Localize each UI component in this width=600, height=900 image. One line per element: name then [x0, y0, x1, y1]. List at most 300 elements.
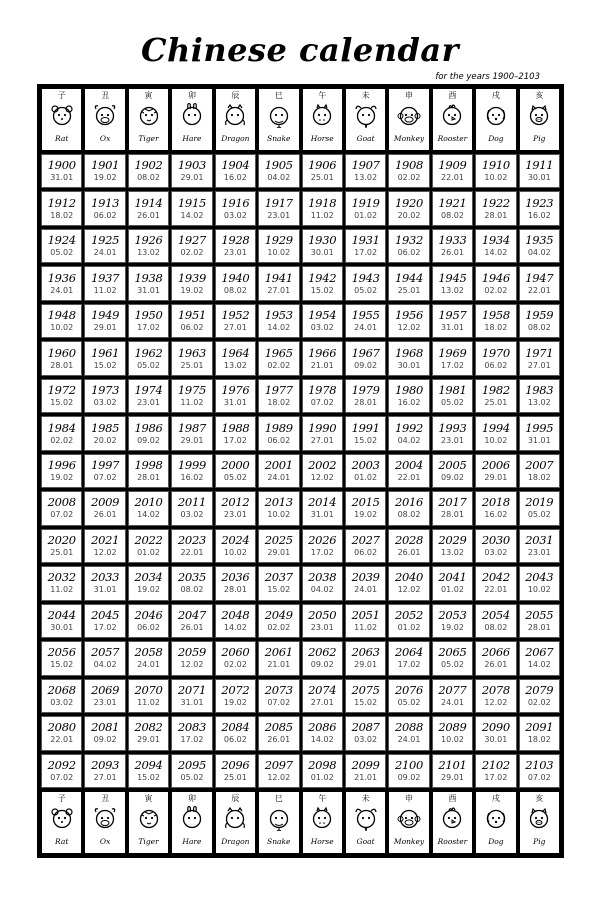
year-cell	[84, 304, 125, 338]
goat-icon	[353, 804, 379, 835]
year-cell	[432, 379, 473, 413]
year-number: 1906	[308, 158, 337, 173]
animal-character: 辰	[231, 794, 240, 803]
year-number: 2098	[308, 757, 337, 772]
animal-character: 巳	[274, 91, 283, 100]
new-year-date: 01.02	[310, 772, 334, 782]
year-number: 1994	[481, 420, 510, 435]
year-cell	[345, 604, 386, 638]
new-year-date: 09.02	[310, 660, 334, 670]
new-year-date: 17.02	[93, 622, 117, 632]
year-cell	[128, 716, 169, 750]
year-cell	[432, 416, 473, 450]
new-year-date: 14.02	[527, 660, 551, 670]
year-number: 1967	[351, 345, 380, 360]
new-year-date: 06.02	[267, 435, 291, 445]
new-year-date: 06.02	[180, 323, 204, 333]
year-number: 2015	[351, 495, 380, 510]
year-number: 2013	[264, 495, 293, 510]
year-cell	[432, 641, 473, 675]
animal-character: 卯	[187, 794, 196, 803]
animal-header-horse	[302, 88, 343, 151]
new-year-date: 26.01	[180, 622, 204, 632]
animal-header-dog	[475, 88, 516, 151]
year-number: 1941	[264, 270, 293, 285]
animal-name: Hare	[182, 837, 202, 846]
new-year-date: 31.01	[223, 398, 247, 408]
animal-character: 寅	[144, 91, 153, 100]
new-year-date: 12.02	[397, 323, 421, 333]
new-year-date: 08.02	[441, 210, 464, 220]
new-year-date: 31.01	[137, 285, 160, 295]
new-year-date: 10.02	[267, 510, 291, 520]
year-number: 1985	[91, 420, 120, 435]
year-number: 2038	[308, 570, 337, 585]
year-number: 2074	[308, 682, 337, 697]
year-cell	[171, 416, 212, 450]
new-year-date: 17.02	[397, 660, 421, 670]
year-cell	[41, 379, 82, 413]
year-cell	[345, 229, 386, 263]
new-year-date: 18.02	[267, 398, 291, 408]
new-year-date: 16.02	[180, 472, 204, 482]
animal-name: Tiger	[138, 837, 159, 846]
new-year-date: 10.02	[484, 173, 508, 183]
new-year-date: 16.02	[223, 173, 247, 183]
year-number: 2035	[177, 570, 206, 585]
year-number: 1978	[308, 383, 337, 398]
year-number: 2022	[134, 532, 163, 547]
tiger-icon	[136, 804, 162, 835]
new-year-date: 10.02	[527, 585, 551, 595]
animal-header-ox	[84, 88, 125, 151]
new-year-date: 19.02	[93, 173, 117, 183]
ox-icon	[92, 101, 118, 132]
animal-name: Hare	[182, 134, 202, 143]
animal-name: Goat	[356, 837, 375, 846]
animal-header-pig	[519, 88, 560, 151]
animal-name: Dragon	[221, 134, 250, 143]
year-cell	[128, 604, 169, 638]
year-cell	[432, 266, 473, 300]
animal-header-rat	[41, 88, 82, 151]
new-year-date: 22.01	[527, 285, 551, 295]
year-cell	[519, 454, 560, 488]
new-year-date: 04.02	[397, 435, 421, 445]
new-year-date: 11.02	[50, 585, 74, 595]
year-cell	[215, 716, 256, 750]
year-cell	[475, 641, 516, 675]
year-number: 2052	[395, 607, 424, 622]
year-number: 1909	[438, 158, 467, 173]
new-year-date: 26.01	[484, 660, 508, 670]
year-cell	[388, 604, 429, 638]
new-year-date: 26.01	[397, 547, 421, 557]
animal-name: Ox	[99, 134, 111, 143]
year-cell	[388, 679, 429, 713]
animal-character: 午	[318, 91, 327, 100]
year-number: 2034	[134, 570, 163, 585]
year-number: 2064	[395, 645, 424, 660]
year-cell	[171, 754, 212, 788]
year-cell	[258, 754, 299, 788]
year-number: 2017	[438, 495, 467, 510]
new-year-date: 09.02	[397, 772, 421, 782]
new-year-date: 15.02	[93, 360, 117, 370]
year-number: 2091	[525, 720, 554, 735]
year-number: 2097	[264, 757, 293, 772]
year-cell	[171, 491, 212, 525]
year-cell	[258, 304, 299, 338]
year-cell	[215, 304, 256, 338]
animal-name: Pig	[533, 134, 546, 143]
new-year-date: 04.02	[267, 173, 291, 183]
new-year-date: 11.02	[310, 210, 334, 220]
year-number: 2066	[481, 645, 510, 660]
year-cell	[41, 266, 82, 300]
year-cell	[171, 229, 212, 263]
animal-character: 寅	[144, 794, 153, 803]
new-year-date: 30.01	[484, 735, 508, 745]
year-cell	[388, 229, 429, 263]
year-number: 2023	[177, 532, 206, 547]
dragon-icon	[222, 804, 248, 835]
year-cell	[388, 304, 429, 338]
monkey-icon	[396, 101, 422, 132]
animal-header-dog	[475, 791, 516, 854]
rooster-icon	[439, 804, 465, 835]
year-cell	[215, 679, 256, 713]
year-cell	[302, 454, 343, 488]
animal-header-snake	[258, 88, 299, 151]
year-number: 2088	[395, 720, 424, 735]
year-cell	[519, 154, 560, 188]
year-cell	[128, 566, 169, 600]
new-year-date: 24.01	[50, 285, 74, 295]
year-number: 2089	[438, 720, 467, 735]
hare-icon	[179, 101, 205, 132]
new-year-date: 12.02	[310, 472, 334, 482]
year-cell	[475, 304, 516, 338]
new-year-date: 18.02	[484, 323, 508, 333]
year-number: 1920	[395, 195, 424, 210]
year-number: 1905	[264, 158, 293, 173]
year-number: 1956	[395, 308, 424, 323]
new-year-date: 23.01	[93, 697, 117, 707]
year-cell	[215, 229, 256, 263]
year-number: 2012	[221, 495, 250, 510]
new-year-date: 13.02	[527, 398, 551, 408]
year-cell	[84, 529, 125, 563]
new-year-date: 19.02	[137, 585, 160, 595]
new-year-date: 24.01	[354, 585, 378, 595]
year-number: 1900	[47, 158, 76, 173]
year-cell	[519, 566, 560, 600]
rat-icon	[49, 804, 75, 835]
year-cell	[171, 566, 212, 600]
new-year-date: 20.02	[397, 210, 421, 220]
animal-name: Snake	[267, 134, 291, 143]
year-number: 1975	[177, 383, 206, 398]
new-year-date: 28.01	[354, 398, 378, 408]
animal-character: 丑	[101, 794, 110, 803]
animal-name: Pig	[533, 837, 546, 846]
year-number: 2007	[525, 457, 554, 472]
new-year-date: 22.01	[397, 472, 421, 482]
year-cell	[475, 341, 516, 375]
year-number: 2011	[177, 495, 206, 510]
animal-character: 子	[57, 794, 66, 803]
year-number: 2078	[481, 682, 510, 697]
year-number: 2101	[438, 757, 467, 772]
year-cell	[432, 341, 473, 375]
year-cell	[432, 191, 473, 225]
year-number: 1984	[47, 420, 76, 435]
year-cell	[475, 604, 516, 638]
year-number: 2020	[47, 532, 76, 547]
year-cell	[84, 566, 125, 600]
new-year-date: 31.01	[50, 173, 74, 183]
year-number: 1976	[221, 383, 250, 398]
year-number: 2096	[221, 757, 250, 772]
new-year-date: 10.02	[441, 735, 464, 745]
new-year-date: 31.01	[527, 435, 551, 445]
new-year-date: 15.02	[50, 660, 74, 670]
year-cell	[302, 529, 343, 563]
new-year-date: 11.02	[354, 622, 378, 632]
year-number: 2033	[91, 570, 120, 585]
year-cell	[302, 266, 343, 300]
year-number: 1907	[351, 158, 380, 173]
new-year-date: 08.02	[180, 585, 204, 595]
year-cell	[258, 341, 299, 375]
year-number: 2028	[395, 532, 424, 547]
year-number: 1996	[47, 457, 76, 472]
page-subtitle: for the years 1900–2103	[435, 72, 540, 82]
animal-header-tiger	[128, 88, 169, 151]
year-number: 2000	[221, 457, 250, 472]
year-number: 2010	[134, 495, 163, 510]
year-number: 1944	[395, 270, 424, 285]
new-year-date: 18.02	[50, 210, 74, 220]
year-number: 2083	[177, 720, 206, 735]
year-number: 2044	[47, 607, 76, 622]
new-year-date: 12.02	[93, 547, 117, 557]
new-year-date: 29.01	[267, 547, 291, 557]
year-number: 1953	[264, 308, 293, 323]
new-year-date: 08.02	[137, 173, 160, 183]
year-cell	[41, 716, 82, 750]
year-number: 2041	[438, 570, 467, 585]
new-year-date: 08.02	[527, 323, 551, 333]
year-number: 1903	[177, 158, 206, 173]
year-number: 1952	[221, 308, 250, 323]
new-year-date: 02.02	[397, 173, 421, 183]
animal-name: Rooster	[437, 837, 468, 846]
year-cell	[432, 154, 473, 188]
year-cell	[302, 491, 343, 525]
year-number: 2061	[264, 645, 293, 660]
new-year-date: 01.02	[397, 622, 421, 632]
year-number: 1979	[351, 383, 380, 398]
year-cell	[388, 416, 429, 450]
new-year-date: 21.01	[267, 660, 291, 670]
year-number: 2009	[91, 495, 120, 510]
year-cell	[41, 191, 82, 225]
year-number: 1988	[221, 420, 250, 435]
animal-character: 巳	[274, 794, 283, 803]
year-number: 1962	[134, 345, 163, 360]
year-number: 2072	[221, 682, 250, 697]
rat-icon	[49, 101, 75, 132]
animal-header-horse	[302, 791, 343, 854]
animal-character: 未	[361, 794, 370, 803]
year-number: 1935	[525, 233, 554, 248]
rooster-icon	[439, 101, 465, 132]
new-year-date: 25.01	[484, 398, 508, 408]
year-cell	[475, 154, 516, 188]
new-year-date: 30.01	[397, 360, 421, 370]
new-year-date: 02.02	[223, 660, 247, 670]
new-year-date: 16.02	[397, 398, 421, 408]
year-number: 1961	[91, 345, 120, 360]
year-cell	[41, 341, 82, 375]
new-year-date: 16.02	[484, 510, 508, 520]
year-cell	[345, 154, 386, 188]
year-cell	[475, 754, 516, 788]
year-number: 1932	[395, 233, 424, 248]
year-cell	[171, 266, 212, 300]
year-number: 1947	[525, 270, 554, 285]
year-cell	[475, 716, 516, 750]
new-year-date: 17.02	[137, 323, 160, 333]
new-year-date: 21.01	[310, 360, 334, 370]
new-year-date: 19.02	[441, 622, 464, 632]
year-cell	[128, 341, 169, 375]
year-cell	[258, 679, 299, 713]
year-cell	[41, 154, 82, 188]
dragon-icon	[222, 101, 248, 132]
new-year-date: 29.01	[484, 472, 508, 482]
new-year-date: 03.02	[180, 510, 204, 520]
year-cell	[519, 529, 560, 563]
new-year-date: 28.01	[223, 585, 247, 595]
year-number: 2077	[438, 682, 467, 697]
year-number: 2086	[308, 720, 337, 735]
new-year-date: 12.02	[180, 660, 204, 670]
year-cell	[475, 491, 516, 525]
new-year-date: 10.02	[50, 323, 74, 333]
new-year-date: 28.01	[50, 360, 74, 370]
year-cell	[432, 229, 473, 263]
year-number: 1922	[481, 195, 510, 210]
year-number: 1955	[351, 308, 380, 323]
year-cell	[258, 229, 299, 263]
new-year-date: 15.02	[354, 435, 378, 445]
year-cell	[302, 154, 343, 188]
year-cell	[302, 304, 343, 338]
year-number: 1983	[525, 383, 554, 398]
new-year-date: 29.01	[441, 772, 464, 782]
new-year-date: 16.02	[527, 210, 551, 220]
new-year-date: 01.02	[354, 210, 378, 220]
new-year-date: 30.01	[50, 622, 74, 632]
animal-name: Horse	[310, 837, 334, 846]
year-number: 1931	[351, 233, 380, 248]
animal-name: Dragon	[221, 837, 250, 846]
new-year-date: 09.02	[441, 472, 464, 482]
year-cell	[345, 379, 386, 413]
animal-name: Dog	[488, 837, 504, 846]
year-cell	[432, 566, 473, 600]
year-number: 1977	[264, 383, 293, 398]
new-year-date: 07.02	[50, 510, 74, 520]
year-number: 2056	[47, 645, 76, 660]
year-cell	[258, 716, 299, 750]
new-year-date: 05.02	[441, 660, 464, 670]
year-cell	[345, 641, 386, 675]
year-cell	[388, 641, 429, 675]
new-year-date: 29.01	[137, 735, 160, 745]
new-year-date: 07.02	[527, 772, 551, 782]
animal-character: 未	[361, 91, 370, 100]
year-number: 2079	[525, 682, 554, 697]
year-number: 1913	[91, 195, 120, 210]
year-cell	[215, 191, 256, 225]
year-cell	[84, 379, 125, 413]
year-number: 2060	[221, 645, 250, 660]
year-cell	[302, 754, 343, 788]
year-cell	[302, 641, 343, 675]
new-year-date: 07.02	[310, 398, 334, 408]
year-cell	[215, 566, 256, 600]
year-number: 1915	[177, 195, 206, 210]
new-year-date: 19.02	[50, 472, 74, 482]
year-number: 2076	[395, 682, 424, 697]
year-number: 2029	[438, 532, 467, 547]
new-year-date: 14.02	[267, 323, 291, 333]
new-year-date: 27.01	[527, 360, 551, 370]
year-number: 1958	[481, 308, 510, 323]
year-number: 1992	[395, 420, 424, 435]
snake-icon	[266, 804, 292, 835]
year-number: 2043	[525, 570, 554, 585]
year-number: 1939	[177, 270, 206, 285]
year-number: 2062	[308, 645, 337, 660]
year-cell	[432, 529, 473, 563]
year-cell	[215, 641, 256, 675]
new-year-date: 14.02	[310, 735, 334, 745]
new-year-date: 05.02	[527, 510, 551, 520]
new-year-date: 19.02	[354, 510, 378, 520]
year-number: 1951	[177, 308, 206, 323]
year-cell	[519, 266, 560, 300]
new-year-date: 06.02	[93, 210, 117, 220]
year-number: 1933	[438, 233, 467, 248]
year-cell	[388, 191, 429, 225]
new-year-date: 24.01	[354, 323, 378, 333]
new-year-date: 10.02	[267, 248, 291, 258]
year-cell	[519, 716, 560, 750]
dog-icon	[483, 101, 509, 132]
year-cell	[519, 191, 560, 225]
new-year-date: 05.02	[441, 398, 464, 408]
year-cell	[388, 266, 429, 300]
year-number: 1904	[221, 158, 250, 173]
year-cell	[128, 679, 169, 713]
year-cell	[302, 229, 343, 263]
new-year-date: 28.01	[484, 210, 508, 220]
